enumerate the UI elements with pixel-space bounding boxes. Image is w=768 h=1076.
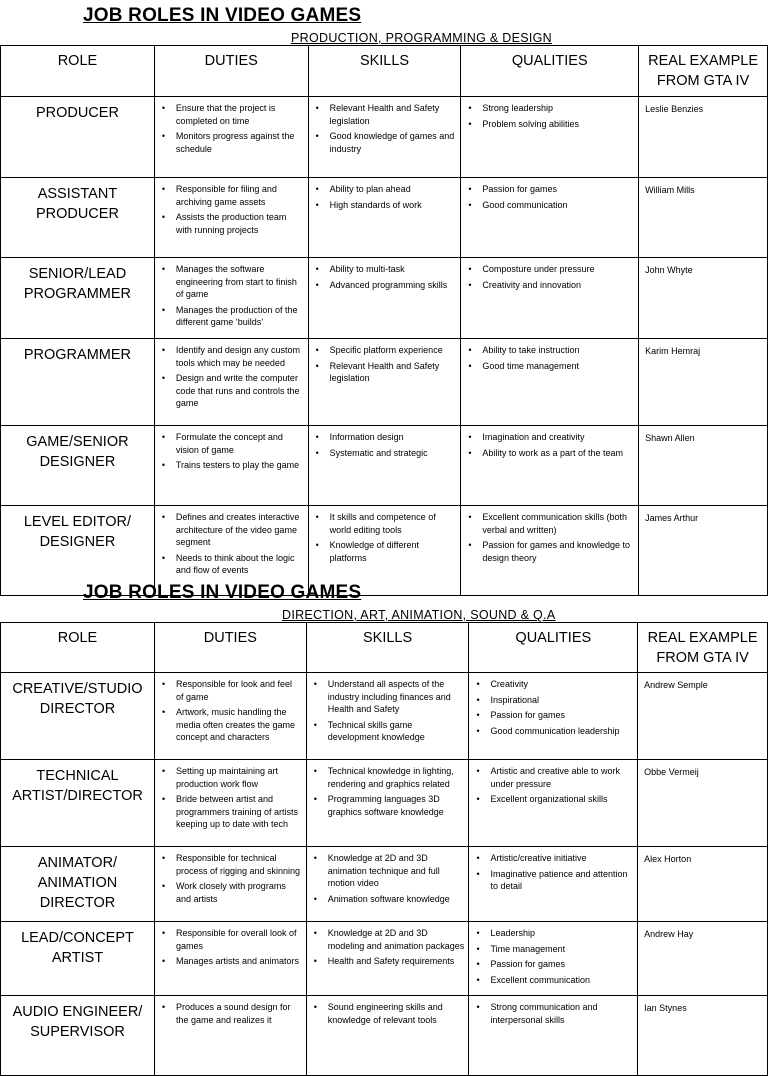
duties-cell: [154, 258, 308, 339]
list-item: • Monitors progress against the schedule: [176, 130, 304, 155]
section-subtitle: DIRECTION, ART, ANIMATION, SOUND & Q.A: [282, 608, 556, 622]
list-item: • Creativity and innovation: [482, 279, 634, 292]
list-item: • Identify and design any custom tools which may be needed: [176, 344, 304, 369]
list-item: • Systematic and strategic: [330, 447, 457, 460]
duties-cell: [154, 426, 308, 506]
list-item: • Good time management: [482, 360, 634, 373]
list-item: • Setting up maintaining art production work flow: [176, 765, 302, 790]
list-item: • Excellent communication: [490, 974, 633, 987]
list-item: • Time management: [490, 943, 633, 956]
list-item: • Ability to work as a part of the team: [482, 447, 634, 460]
header-role: ROLE: [1, 623, 155, 673]
list-item: • High standards of work: [330, 199, 457, 212]
roles-table: [0, 45, 768, 596]
qualities-cell: [461, 178, 639, 258]
skills-cell: [306, 673, 469, 760]
qualities-cell: [461, 426, 639, 506]
list-item: • It skills and competence of world editing tools: [330, 511, 457, 536]
example-person: Leslie Benzies: [639, 97, 768, 178]
list-item: • Passion for games: [482, 183, 634, 196]
list-item: • Responsible for filing and archiving game assets: [176, 183, 304, 208]
header-skills: SKILLS: [308, 46, 461, 97]
list-item: • Manages the software engineering from start to finish of game: [176, 263, 304, 301]
list-item: • Assists the production team with running projects: [176, 211, 304, 236]
list-item: • Work closely with programs and artists: [176, 880, 302, 905]
list-item: • Passion for games and knowledge to design theory: [482, 539, 634, 564]
table-row: [1, 339, 768, 426]
role-name: PRODUCER: [1, 97, 155, 178]
list-item: • Manages the production of the different game ‘builds’: [176, 304, 304, 329]
qualities-cell: [469, 760, 638, 847]
skills-cell: [306, 760, 469, 847]
example-person: Karim Hemraj: [639, 339, 768, 426]
list-item: • Knowledge at 2D and 3D modeling and animation packages: [328, 927, 465, 952]
example-person: William Mills: [639, 178, 768, 258]
role-name: CREATIVE/STUDIO DIRECTOR: [1, 673, 155, 760]
list-item: • Bride between artist and programmers training of artists keeping up to date with tech: [176, 793, 302, 831]
role-name: PROGRAMMER: [1, 339, 155, 426]
skills-cell: [308, 97, 461, 178]
qualities-cell: [469, 922, 638, 996]
list-item: • Responsible for overall look of games: [176, 927, 302, 952]
table-row: [1, 97, 768, 178]
list-item: • Excellent organizational skills: [490, 793, 633, 806]
list-item: • Knowledge of different platforms: [330, 539, 457, 564]
header-role: ROLE: [1, 46, 155, 97]
list-item: • Defines and creates interactive architecture of the video game segment: [176, 511, 304, 549]
header-qualities: QUALITIES: [461, 46, 639, 97]
section-subtitle: PRODUCTION, PROGRAMMING & DESIGN: [291, 31, 553, 45]
example-person: Obbe Vermeij: [638, 760, 768, 847]
table-row: [1, 258, 768, 339]
section-direction: [0, 577, 768, 1040]
header-qualities: QUALITIES: [469, 623, 638, 673]
list-item: • Specific platform experience: [330, 344, 457, 357]
list-item: • Ability to multi-task: [330, 263, 457, 276]
roles-table: [0, 622, 768, 1076]
role-name: AUDIO ENGINEER/ SUPERVISOR: [1, 996, 155, 1076]
table-row: [1, 673, 768, 760]
page-title: JOB ROLES IN VIDEO GAMES: [83, 582, 362, 603]
example-person: Shawn Allen: [639, 426, 768, 506]
list-item: • Strong leadership: [482, 102, 634, 115]
duties-cell: [154, 673, 306, 760]
list-item: • Animation software knowledge: [328, 893, 465, 906]
header-row: [1, 623, 768, 673]
list-item: • Information design: [330, 431, 457, 444]
qualities-cell: [469, 847, 638, 922]
list-item: • Technical skills game development knowledge: [328, 719, 465, 744]
example-person: Alex Horton: [638, 847, 768, 922]
list-item: • Passion for games: [490, 709, 633, 722]
skills-cell: [308, 339, 461, 426]
example-person: Andrew Hay: [638, 922, 768, 996]
list-item: • Good communication: [482, 199, 634, 212]
qualities-cell: [469, 673, 638, 760]
list-item: • Relevant Health and Safety legislation: [330, 360, 457, 385]
example-person: James Arthur: [639, 506, 768, 596]
list-item: • Formulate the concept and vision of game: [176, 431, 304, 456]
list-item: • Imagination and creativity: [482, 431, 634, 444]
skills-cell: [308, 426, 461, 506]
qualities-cell: [469, 996, 638, 1076]
example-person: Ian Stynes: [638, 996, 768, 1076]
table-row: [1, 847, 768, 922]
list-item: • Ensure that the project is completed on time: [176, 102, 304, 127]
list-item: • Artwork, music handling the media often creates the game concept and characters: [176, 706, 302, 744]
list-item: • Advanced programming skills: [330, 279, 457, 292]
table-row: [1, 996, 768, 1076]
qualities-cell: [461, 339, 639, 426]
list-item: • Produces a sound design for the game and realizes it: [176, 1001, 302, 1026]
list-item: • Good knowledge of games and industry: [330, 130, 457, 155]
list-item: • Knowledge at 2D and 3D animation technique and full motion video: [328, 852, 465, 890]
list-item: • Good communication leadership: [490, 725, 633, 738]
skills-cell: [306, 847, 469, 922]
list-item: • Technical knowledge in lighting, rendering and graphics related: [328, 765, 465, 790]
duties-cell: [154, 760, 306, 847]
duties-cell: [154, 847, 306, 922]
header-skills: SKILLS: [306, 623, 469, 673]
header-example: REAL EXAMPLE FROM GTA IV: [638, 623, 768, 673]
table-row: [1, 922, 768, 996]
role-name: SENIOR/LEAD PROGRAMMER: [1, 258, 155, 339]
list-item: • Understand all aspects of the industry including finances and Health and Safety: [328, 678, 465, 716]
list-item: • Sound engineering skills and knowledge of relevant tools: [328, 1001, 465, 1026]
duties-cell: [154, 996, 306, 1076]
role-name: LEVEL EDITOR/ DESIGNER: [1, 506, 155, 596]
skills-cell: [306, 922, 469, 996]
list-item: • Problem solving abilities: [482, 118, 634, 131]
list-item: • Passion for games: [490, 958, 633, 971]
list-item: • Excellent communication skills (both verbal and written): [482, 511, 634, 536]
skills-cell: [308, 178, 461, 258]
duties-cell: [154, 97, 308, 178]
role-name: ANIMATOR/ ANIMATION DIRECTOR: [1, 847, 155, 922]
role-name: LEAD/CONCEPT ARTIST: [1, 922, 155, 996]
header-example: REAL EXAMPLE FROM GTA IV: [639, 46, 768, 97]
list-item: • Responsible for technical process of rigging and skinning: [176, 852, 302, 877]
list-item: • Inspirational: [490, 694, 633, 707]
qualities-cell: [461, 258, 639, 339]
role-name: TECHNICAL ARTIST/DIRECTOR: [1, 760, 155, 847]
list-item: • Creativity: [490, 678, 633, 691]
list-item: • Imaginative patience and attention to detail: [490, 868, 633, 893]
list-item: • Health and Safety requirements: [328, 955, 465, 968]
list-item: • Programming languages 3D graphics software knowledge: [328, 793, 465, 818]
list-item: • Ability to plan ahead: [330, 183, 457, 196]
list-item: • Strong communication and interpersonal skills: [490, 1001, 633, 1026]
duties-cell: [154, 178, 308, 258]
list-item: • Artistic and creative able to work under pressure: [490, 765, 633, 790]
header-duties: DUTIES: [154, 46, 308, 97]
role-name: ASSISTANT PRODUCER: [1, 178, 155, 258]
qualities-cell: [461, 97, 639, 178]
list-item: • Artistic/creative initiative: [490, 852, 633, 865]
list-item: • Composture under pressure: [482, 263, 634, 276]
example-person: Andrew Semple: [638, 673, 768, 760]
skills-cell: [306, 996, 469, 1076]
list-item: • Design and write the computer code that runs and controls the game: [176, 372, 304, 410]
list-item: • Ability to take instruction: [482, 344, 634, 357]
header-row: [1, 46, 768, 97]
list-item: • Leadership: [490, 927, 633, 940]
table-row: [1, 760, 768, 847]
duties-cell: [154, 339, 308, 426]
page-title: JOB ROLES IN VIDEO GAMES: [83, 5, 362, 26]
role-name: GAME/SENIOR DESIGNER: [1, 426, 155, 506]
table-row: [1, 178, 768, 258]
list-item: • Trains testers to play the game: [176, 459, 304, 472]
duties-cell: [154, 922, 306, 996]
list-item: • Relevant Health and Safety legislation: [330, 102, 457, 127]
skills-cell: [308, 258, 461, 339]
example-person: John Whyte: [639, 258, 768, 339]
list-item: • Manages artists and animators: [176, 955, 302, 968]
table-row: [1, 426, 768, 506]
header-duties: DUTIES: [154, 623, 306, 673]
list-item: • Responsible for look and feel of game: [176, 678, 302, 703]
list-item: • Needs to think about the logic and flow of events: [176, 552, 304, 577]
